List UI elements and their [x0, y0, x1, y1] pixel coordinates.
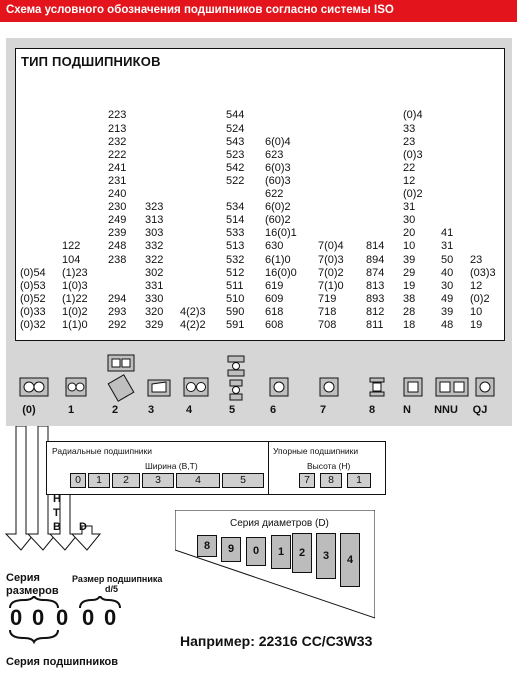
bearing-code: 16(0)1 — [265, 227, 297, 240]
bearing-type-label: 1 — [67, 404, 75, 416]
bearing-code: 4(2)2 — [180, 319, 206, 331]
bearing-code: 248 — [108, 240, 127, 253]
bearing-code: 241 — [108, 161, 127, 174]
bearing-code: 6(0)3 — [265, 161, 291, 174]
bearing-code: 513 — [226, 240, 245, 253]
bearing-size-label-2: d/5 — [105, 584, 119, 594]
bearing-code: 874 — [366, 266, 385, 279]
designation-digit: 0 — [10, 605, 23, 630]
bearing-code: 222 — [108, 148, 127, 161]
bearing-code: 332 — [145, 240, 164, 253]
bearing-code: 29 — [403, 266, 416, 279]
bearing-code: (0)33 — [20, 305, 46, 318]
bearing-code: 6(0)4 — [265, 135, 291, 148]
bearing-code: 512 — [226, 266, 245, 279]
cylindrical-roller-bearing-icon — [404, 378, 422, 396]
bearing-code: 813 — [366, 279, 385, 292]
bearing-code: (0)2 — [470, 292, 490, 305]
bearing-code: (0)53 — [20, 279, 46, 292]
bearing-code: 4(2)3 — [180, 305, 206, 318]
example-designation: Например: 22316 CC/C3W33 — [180, 633, 373, 649]
bearing-code: 622 — [265, 188, 284, 200]
bearing-code: 523 — [226, 148, 245, 161]
bearing-code: 238 — [108, 253, 127, 266]
bearing-code: 533 — [226, 227, 245, 240]
thrust-roller-bearing-icon — [370, 378, 384, 396]
bearing-code: 122 — [62, 240, 81, 253]
bearing-code: (0)52 — [20, 292, 46, 305]
bearing-icons-row — [0, 350, 517, 410]
bearing-code: 331 — [145, 279, 164, 292]
bearing-code: (60)2 — [265, 214, 291, 227]
bearing-code: 39 — [441, 305, 454, 318]
bearing-code: 230 — [108, 201, 127, 214]
bearing-code: 33 — [403, 122, 416, 135]
bearing-code: 544 — [226, 109, 245, 122]
height-series-box: 1 — [347, 473, 371, 488]
self-aligning-ball-bearing-icon — [66, 378, 86, 396]
bearing-code: 38 — [403, 292, 416, 305]
bearing-code: 590 — [226, 305, 245, 318]
bearing-code: 294 — [108, 292, 127, 305]
bearing-code: 313 — [145, 214, 164, 227]
diameter-series-box: 3 — [316, 533, 336, 579]
bearing-code: 40 — [441, 266, 454, 279]
bearing-code: 39 — [403, 253, 416, 266]
bearing-code: 18 — [403, 319, 416, 331]
panel-divider — [268, 441, 269, 495]
bearing-code: 20 — [403, 227, 416, 240]
four-point-contact-ball-bearing-icon — [476, 378, 494, 396]
bearing-code: 19 — [470, 319, 483, 331]
bearing-code: 293 — [108, 305, 127, 318]
bearing-code: (1)22 — [62, 292, 88, 305]
bearing-code: 618 — [265, 305, 284, 318]
bearing-code: 41 — [441, 227, 454, 240]
bearing-code: 232 — [108, 135, 127, 148]
bearing-code: (60)3 — [265, 174, 291, 187]
tapered-roller-bearing-icon — [148, 380, 170, 396]
bearing-code: 31 — [441, 240, 454, 253]
bearing-code: (0)54 — [20, 266, 46, 279]
bearing-code: 323 — [145, 201, 164, 214]
bearing-code: 522 — [226, 174, 245, 187]
thrust-ball-bearing-icon — [228, 356, 244, 400]
designation-digit: 0 — [104, 605, 117, 630]
bearing-code: 223 — [108, 109, 127, 122]
height-series-box: 7 — [299, 473, 315, 488]
bearing-type-label: QJ — [472, 404, 488, 416]
bearing-code: 1(1)0 — [62, 319, 88, 331]
designation-digit: 0 — [56, 605, 69, 630]
bearing-code: (0)2 — [403, 188, 423, 200]
bearing-code: 608 — [265, 319, 284, 331]
diameter-series-box: 4 — [340, 533, 360, 587]
width-series-box: 5 — [222, 473, 264, 488]
size-series-label-2: размеров — [6, 585, 59, 597]
bearing-type-label: 8 — [368, 404, 376, 416]
width-series-box: 2 — [112, 473, 140, 488]
bearing-code: 619 — [265, 279, 284, 292]
bearing-code: 48 — [441, 319, 454, 331]
bearing-code: 812 — [366, 305, 385, 318]
width-series-box: 4 — [176, 473, 220, 488]
height-series-box: 8 — [320, 473, 342, 488]
bearing-code: 19 — [403, 279, 416, 292]
bearing-code: 524 — [226, 122, 245, 135]
bearing-code: 30 — [441, 279, 454, 292]
h-letter: H — [53, 493, 61, 505]
bearing-code: 16(0)0 — [265, 266, 297, 279]
bearing-type-label: 7 — [319, 404, 327, 416]
bearing-code: 249 — [108, 214, 127, 227]
bearing-code: 543 — [226, 135, 245, 148]
bearing-code: 28 — [403, 305, 416, 318]
bearing-code: 630 — [265, 240, 284, 253]
bearing-code: 12 — [470, 279, 483, 292]
bearing-code: 329 — [145, 319, 164, 331]
diameter-series-box: 1 — [271, 535, 291, 569]
bearing-code: 623 — [265, 148, 284, 161]
bearing-type-label: 5 — [228, 404, 236, 416]
bearing-code: 591 — [226, 319, 245, 331]
width-series-label: Ширина (B,T) — [145, 461, 198, 471]
bearing-code: 31 — [403, 201, 416, 214]
bearing-code: (0)3 — [403, 148, 423, 161]
thrust-bearings-label: Упорные подшипники — [273, 446, 359, 456]
designation-digit: 0 — [82, 605, 95, 630]
bearing-size-label-1: Размер подшипника — [72, 574, 163, 584]
diameter-series-box: 9 — [221, 537, 241, 562]
bearing-code: 10 — [470, 305, 483, 318]
bearing-code: 303 — [145, 227, 164, 240]
bearing-code: 811 — [366, 319, 384, 331]
bearing-code: 239 — [108, 227, 127, 240]
bearing-code: 330 — [145, 292, 164, 305]
bearing-code: 534 — [226, 201, 245, 214]
width-series-box: 0 — [70, 473, 86, 488]
series-brace — [0, 630, 90, 644]
bearing-type-panel — [15, 48, 505, 341]
height-series-label: Высота (H) — [307, 461, 351, 471]
bearing-type-label: NNU — [434, 404, 458, 416]
bearing-code: 23 — [403, 135, 416, 148]
bearing-code: 50 — [441, 253, 454, 266]
page-title: Схема условного обозначения подшипников согласно системы ISO — [6, 4, 394, 16]
bearing-code: 532 — [226, 253, 245, 266]
bearing-code: 7(0)2 — [318, 266, 344, 279]
diameter-series-box: 0 — [246, 537, 266, 566]
bearing-code: 7(0)3 — [318, 253, 344, 266]
bearing-code: 894 — [366, 253, 385, 266]
angular-contact-ball-bearing-icon — [320, 378, 338, 396]
bearing-code: 708 — [318, 319, 337, 331]
bearing-code: 814 — [366, 240, 385, 253]
bearing-code: 104 — [62, 253, 81, 266]
bearing-code: 7(0)4 — [318, 240, 344, 253]
bearing-type-label: (0) — [22, 404, 36, 416]
bearing-code: 322 — [145, 253, 164, 266]
bearing-code: 30 — [403, 214, 416, 227]
bearing-code: 320 — [145, 305, 164, 318]
double-row-cylindrical-roller-bearing-icon — [436, 378, 468, 396]
bearing-series-label: Серия подшипников — [6, 656, 119, 668]
double-row-ball-bearing-icon — [184, 378, 208, 396]
width-series-box: 3 — [142, 473, 174, 488]
bearing-code: 12 — [403, 174, 416, 187]
bearing-code: 231 — [108, 174, 127, 187]
t-letter: T — [53, 507, 60, 519]
bearing-code: 240 — [108, 188, 127, 200]
diameter-series-label: Серия диаметров (D) — [230, 518, 329, 529]
bearing-code: 10 — [403, 240, 416, 253]
bearing-code: 514 — [226, 214, 245, 227]
bearing-type-label: 6 — [269, 404, 277, 416]
spherical-roller-bearing-icon — [108, 355, 134, 401]
bearing-code: 1(0)2 — [62, 305, 88, 318]
bearing-code: 510 — [226, 292, 245, 305]
bearing-type-label: N — [403, 404, 411, 416]
bearing-code: (0)4 — [403, 109, 423, 122]
bearing-code: 6(1)0 — [265, 253, 291, 266]
bearing-code: 718 — [318, 305, 337, 318]
bearing-type-label: 2 — [111, 404, 119, 416]
bearing-code: 292 — [108, 319, 127, 331]
width-series-box: 1 — [88, 473, 110, 488]
designation-digit: 0 — [32, 605, 45, 630]
bearing-type-label: 4 — [185, 404, 193, 416]
bearing-code: 7(1)0 — [318, 279, 344, 292]
bearing-code: 542 — [226, 161, 245, 174]
bearing-type-heading: ТИП ПОДШИПНИКОВ — [21, 54, 161, 69]
bearing-type-label: 3 — [147, 404, 155, 416]
b-letter: B — [53, 521, 61, 533]
single-row-ball-bearing-icon — [270, 378, 288, 396]
bearing-code: 302 — [145, 266, 164, 279]
size-series-label-1: Серия — [6, 572, 40, 584]
d-letter: D — [79, 521, 87, 533]
radial-bearings-label: Радиальные подшипники — [52, 446, 153, 456]
bearing-code: 49 — [441, 292, 454, 305]
bearing-code: 609 — [265, 292, 284, 305]
bearing-code: (03)3 — [470, 266, 496, 279]
bearing-code: 511 — [226, 279, 244, 292]
bearing-code: (0)32 — [20, 319, 46, 331]
bearing-code: 22 — [403, 161, 416, 174]
bearing-code: 719 — [318, 292, 337, 305]
bearing-code: 6(0)2 — [265, 201, 291, 214]
bearing-code: 213 — [108, 122, 127, 135]
bearing-code: (1)23 — [62, 266, 88, 279]
bearing-code: 1(0)3 — [62, 279, 88, 292]
bearing-code: 893 — [366, 292, 385, 305]
bearing-code: 23 — [470, 253, 483, 266]
diameter-series-box: 2 — [292, 533, 312, 573]
deep-groove-ball-bearing-icon — [20, 378, 48, 396]
diameter-series-box: 8 — [197, 535, 217, 557]
